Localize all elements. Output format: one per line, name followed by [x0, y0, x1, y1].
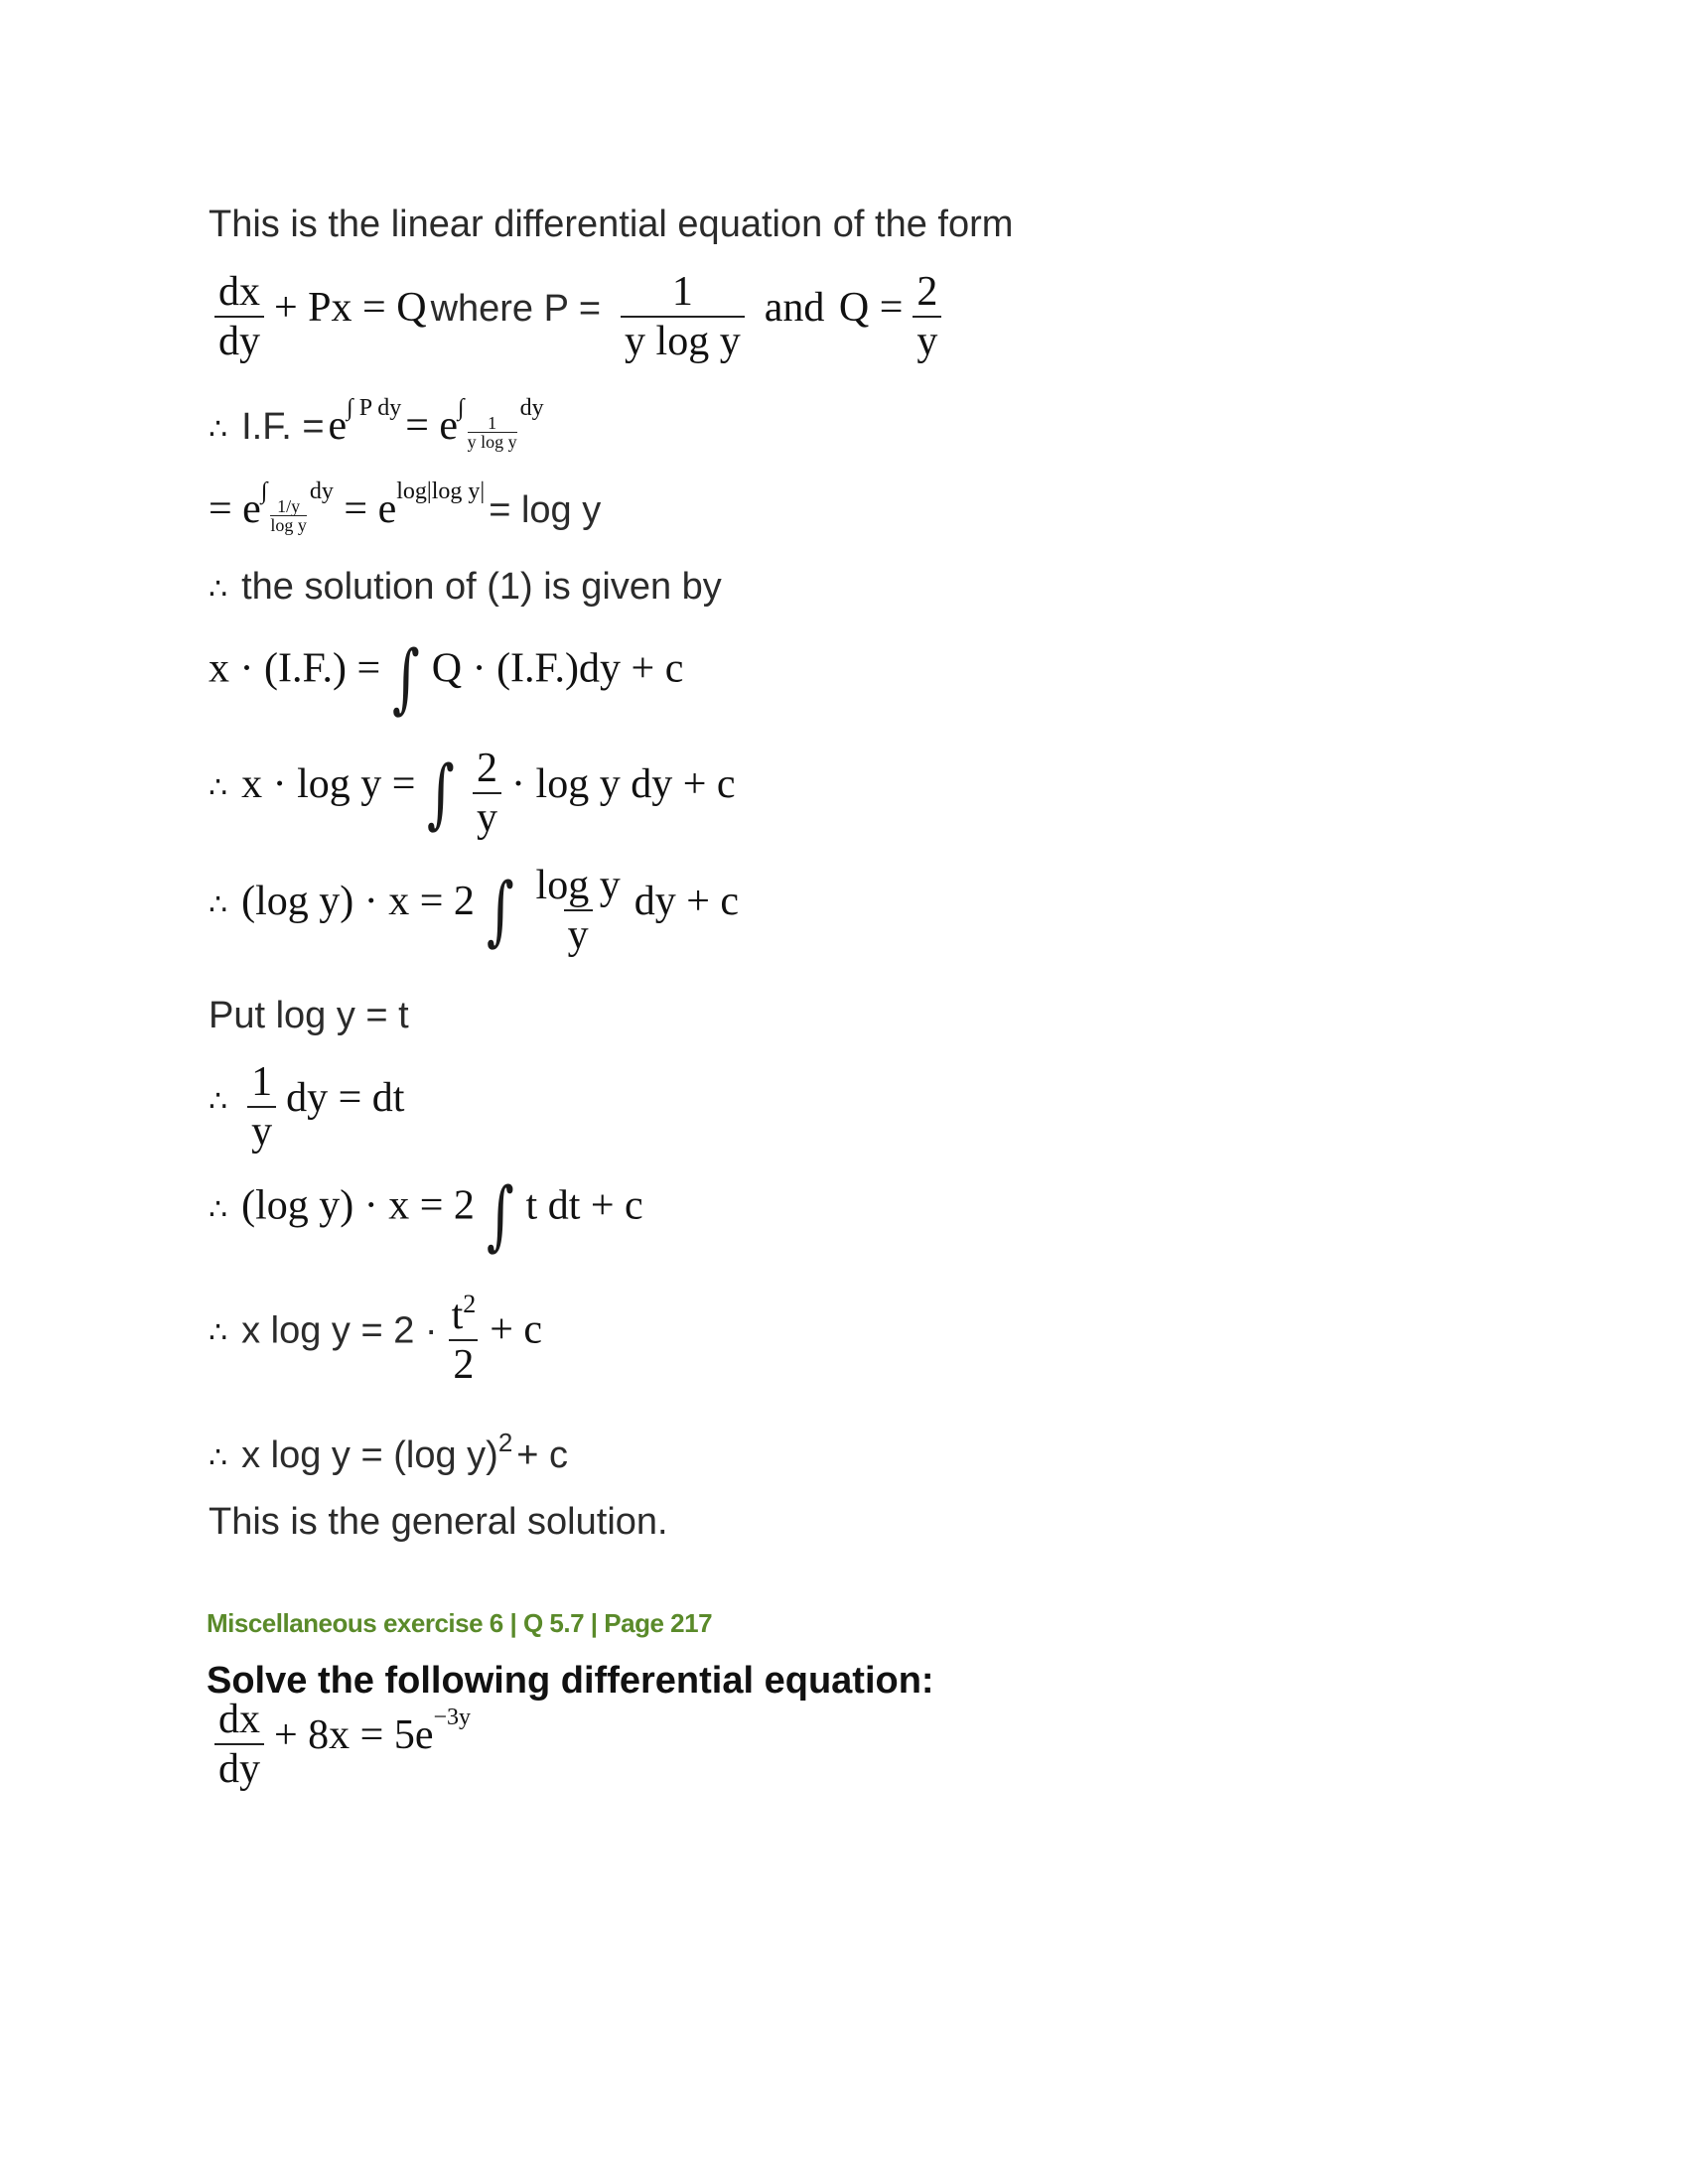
integral-sign: ∫: [427, 749, 456, 838]
fraction-dx-dy: $\frac{dx}{dy}$: [214, 270, 264, 363]
substitution-text: Put log y = t: [209, 995, 409, 1036]
and-label: and: [764, 284, 825, 331]
where-label: where P =: [430, 287, 602, 330]
question-title: Solve the following differential equation:: [207, 1660, 934, 1702]
if-label: I.F. =: [241, 406, 325, 448]
integral-sign: ∫: [486, 866, 514, 955]
differential-substitution: ∴ $\frac{1}{y}$ dy = dt: [209, 1059, 405, 1156]
fraction-p: $\frac{1}{\text{y log y}}$: [621, 270, 745, 363]
exponent: 2: [497, 1428, 513, 1457]
solution-statement: [209, 566, 722, 609]
fraction-q: $\frac{2}{y}$: [913, 270, 941, 363]
integrating-factor-line-2: = e∫ $\frac{1/y}{\text{log y}}$ $^{dy} = e^{log|log y|} = \log y$: [209, 478, 602, 535]
integral-sign: ∫: [392, 633, 420, 722]
exercise-reference: Miscellaneous exercise 6 | Q 5.7 | Page 217: [207, 1608, 713, 1638]
therefore-symbol: ∴: [209, 769, 228, 805]
integrating-factor-line-1: ∴ I.F. = $e^{\int P dy} = e^\int$ $\frac{1}{\text{y log y}}$ $^{dy}$: [209, 395, 544, 452]
equation-step-5: [209, 1428, 568, 1477]
therefore-symbol: ∴: [209, 1191, 228, 1227]
linear-form-equation: $\frac{dx}{dy}$ + Px = Q where P = $\frac{1}{\text{y log y}}$ and Q = $\frac{2}{y}$: [209, 270, 947, 363]
plus-c: + c: [516, 1434, 569, 1476]
equation-step-4: ∴ x log y = 2 · $\frac{t^2}{2}$ + c: [209, 1290, 543, 1389]
question-equation: $\frac{dx}{dy}$ + $8x = 5e^{-3y}$: [209, 1698, 471, 1791]
therefore-symbol: ∴: [209, 1083, 228, 1119]
x-log-y-text: x log y = 2 ·: [241, 1309, 438, 1352]
therefore-symbol: ∴: [209, 1315, 228, 1351]
therefore-symbol: ∴: [209, 412, 228, 447]
intro-text: This is the linear differential equation of the form: [209, 204, 1014, 245]
equals-log-y: = log y: [489, 489, 602, 531]
solution-text: the solution of (1) is given by: [241, 566, 722, 608]
general-solution-text: This is the general solution.: [209, 1501, 668, 1543]
equation-step-3: ∴ (log y) · x = 2 ∫ t dt + c: [209, 1170, 643, 1259]
therefore-symbol: ∴: [209, 887, 228, 922]
equation-step-2: ∴ (log y) · x = 2 ∫ $\frac{\text{log y}}{y}$ dy + c: [209, 863, 740, 959]
equation-step-1: ∴ x · log y = ∫ $\frac{2}{y}$ · log y dy + c: [209, 746, 736, 842]
general-form-equation: x · (I.F.) = ∫ Q · (I.F.)dy + c: [209, 633, 684, 722]
integral-sign: ∫: [486, 1170, 514, 1259]
therefore-symbol: ∴: [209, 1440, 228, 1475]
therefore-symbol: ∴: [209, 572, 228, 607]
x-log-y-squared: x log y = (log y): [241, 1434, 498, 1476]
